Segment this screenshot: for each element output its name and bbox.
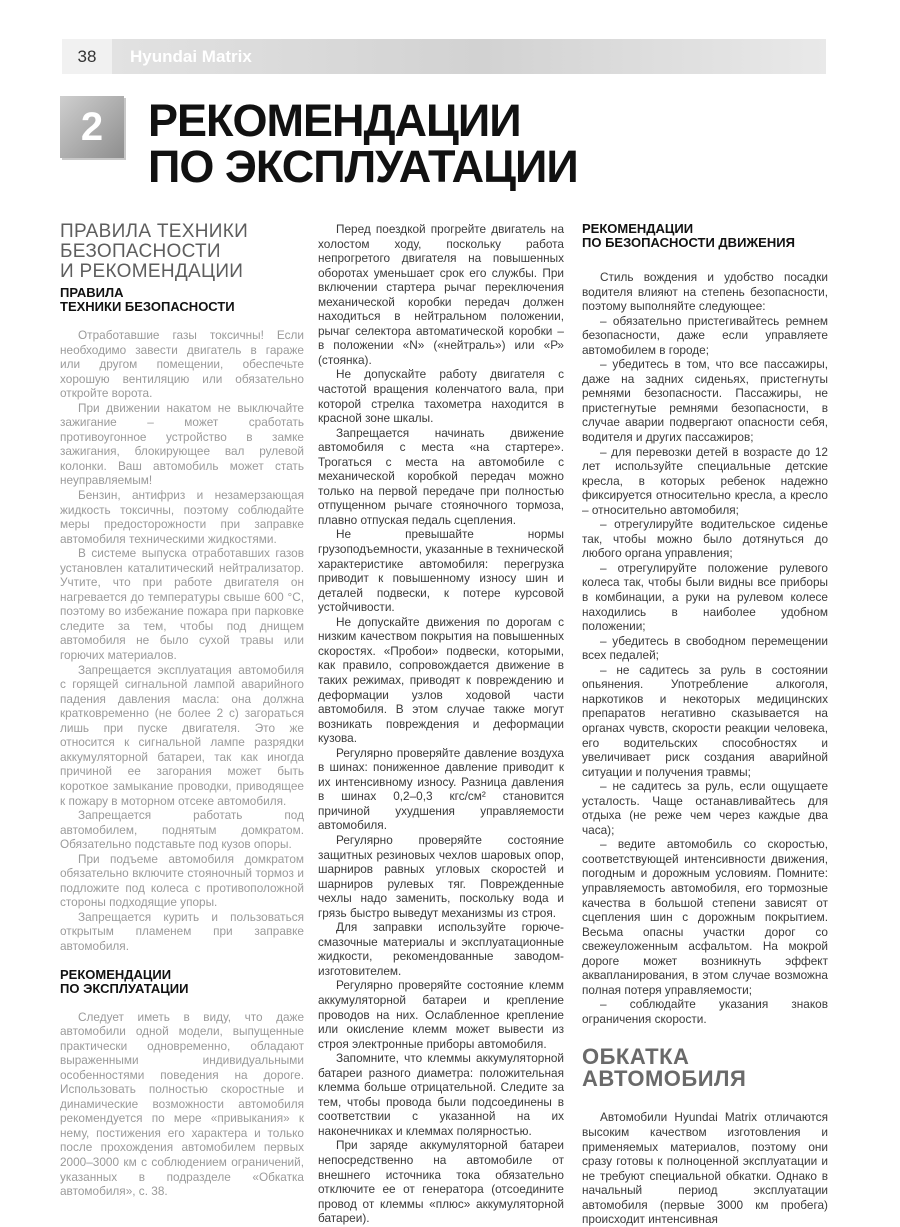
subheading-operation-recommendations: [60, 968, 304, 996]
subheading-line: РЕКОМЕНДАЦИИ: [582, 221, 694, 236]
list-item: – соблюдайте указания знаков ограничения скорости.: [582, 997, 828, 1026]
subheading-line: ПО БЕЗОПАСНОСТИ ДВИЖЕНИЯ: [582, 235, 795, 250]
section-title-line: БЕЗОПАСНОСТИ: [60, 241, 221, 262]
paragraph: Запрещается работать под автомобилем, поднятым домкратом. Обязательно подставьте под кузов опоры.: [60, 808, 304, 852]
list-item: – обязательно пристегивайтесь ремнем безопасности, даже если управляете автомобилем в городе;: [582, 313, 828, 357]
chapter-number: 2: [80, 105, 104, 149]
paragraph: При подъеме автомобиля домкратом обязательно включите стояночный тормоз и подложите под колеса с противоположной стороны подходящие упоры.: [60, 851, 304, 910]
list-item: – отрегулируйте водительское сиденье так, чтобы можно было дотянуться до любого органа управления;: [582, 517, 828, 561]
list-item: – отрегулируйте положение рулевого колеса так, чтобы были видны все приборы в комбинации, а руки на рулевом колесе находились в наиболее удобном положении;: [582, 560, 828, 634]
paragraph: При движении накатом не выключайте зажигание – может сработать противоугонное устройство в замке зажигания, блокирующее вал рулевой колонки. Ваш автомобиль может стать неуправляемым!: [60, 400, 304, 488]
paragraph: В системе выпуска отработавших газов установлен каталитический нейтрализатор. Учтите, что при работе двигателя он нагревается до температуры свыше 600 °С, поэтому во избежание пожара при парковке следите за тем, чтобы под днищем автомобиля не было сухой травы или горючих материалов.: [60, 546, 304, 663]
paragraph: Запомните, что клеммы аккумуляторной батареи разного диаметра: положительная клемма больше отрицательной. Следите за тем, чтобы провода были подсоединены в соответствии с указанной на их наконечниках и клеммах полярностью.: [318, 1051, 564, 1138]
column-3: [582, 222, 828, 1227]
section-title-line: И РЕКОМЕНДАЦИИ: [60, 261, 244, 282]
list-item: – не садитесь за руль, если ощущаете усталость. Чаще останавливайтесь для отдыха (не реже чем через каждые два часа);: [582, 779, 828, 837]
chapter-title: [148, 95, 578, 192]
paragraph: Запрещается начинать движение автомобиля с места «на стартере». Трогаться с места на автомобиле с механической коробкой передач можно только на первой передаче при полностью отпущенном рычаге стояночного тормоза, плавно отпуская педаль сцепления.: [318, 425, 564, 527]
list-item: – для перевозки детей в возрасте до 12 лет используйте специальные детские кресла, в которых ребенок надежно фиксируется относительно кресла, а кресло – относительно автомобиля;: [582, 444, 828, 517]
chapter-number-box: [60, 96, 124, 158]
paragraph: Не допускайте работу двигателя с частотой вращения коленчатого вала, при которой стрелка тахометра находится в красной зоне шкалы.: [318, 367, 564, 426]
paragraph: Перед поездкой прогрейте двигатель на холостом ходу, поскольку работа непрогретого двигателя на повышенных оборотах уменьшает срок его службы. При включении стартера рычаг переключения механической коробки передач должен находиться в нейтральном положении, рычаг селектора автоматической коробки – в положении «N» («нейтраль») или «Р» (стоянка).: [318, 222, 564, 367]
subheading-line: ПРАВИЛА: [60, 285, 124, 300]
list-item: – убедитесь в свободном перемещении всех педалей;: [582, 633, 828, 663]
paragraph: Регулярно проверяйте давление воздуха в шинах: пониженное давление приводит к их интенсивному износу. Разница давления в шинах 0,2–0,3 кгс/см² становится причиной ухудшения управляемости автомобиля.: [318, 745, 564, 833]
subheading-line: ТЕХНИКИ БЕЗОПАСНОСТИ: [60, 299, 235, 314]
paragraph: Для заправки используйте горюче-смазочные материалы и эксплуатационные жидкости, рекомендованные заводом-изготовителем.: [318, 920, 564, 978]
paragraph: Регулярно проверяйте состояние клемм аккумуляторной батареи и крепление проводов на них. Ослабленное крепление или окисление клемм может вывести из строя электронные приборы автомобиля.: [318, 978, 564, 1051]
subheading-line: РЕКОМЕНДАЦИИ: [60, 966, 172, 982]
section-title-safety: [60, 222, 304, 282]
paragraph: Не превышайте нормы грузоподъемности, указанные в технической характеристике автомобиля: перегрузка приводит к повышенному износу шин и деталей подвески, к потере курсовой устойчивости.: [318, 527, 564, 615]
section-title-line: ПРАВИЛА ТЕХНИКИ: [60, 221, 249, 242]
paragraph: При заряде аккумуляторной батареи непосредственно на автомобиле от внешнего источника тока обязательно отключите ее от генератора (отсоедините провод от клеммы «плюс» аккумуляторной батареи).: [318, 1138, 564, 1226]
chapter-title-line2: ПО ЭКСПЛУАТАЦИИ: [148, 141, 578, 192]
chapter-title-line1: РЕКОМЕНДАЦИИ: [148, 95, 521, 146]
paragraph: Запрещается курить и пользоваться открытым пламенем при заправке автомобиля.: [60, 909, 304, 953]
list-item: – ведите автомобиль со скоростью, соответствующей интенсивности движения, погодным и дорожным условиям. Помните: управляемость автомобиля, его тормозные качества в большой степени зависят от сцепления шин с дорожным покрытием. Весьма опасны участки дорог со свежеуложенным асфальтом. На мокрой дороге может возникнуть эффект аквапланирования, в этом случае возможна полная потеря управляемости;: [582, 837, 828, 997]
column-2: [318, 222, 564, 1226]
paragraph: Регулярно проверяйте состояние защитных резиновых чехлов шаровых опор, шарниров равных угловых скоростей и шарниров рулевых тяг. Поврежденные чехлы надо заменить, поскольку вода и грязь быстро выведут механизмы из строя.: [318, 832, 564, 920]
section-title-line: АВТОМОБИЛЯ: [582, 1066, 747, 1092]
section-title-break-in: [582, 1046, 828, 1090]
paragraph: Запрещается эксплуатация автомобиля с горящей сигнальной лампой аварийного падения давления масла: она должна кратковременно (не более 2 с) загораться лишь при пуске двигателя. Это же относится к сигнальной лампе разрядки аккумуляторной батареи, так как иногда причиной ее загорания может быть короткое замыкание проводки, приводящее к пожару в моторном отсеке автомобиля.: [60, 662, 304, 808]
paragraph: Автомобили Hyundai Matrix отличаются высоким качеством изготовления и применяемых материалов, поэтому они сразу готовы к полноценной эксплуатации и не требуют специальной обкатки. Однако в начальный период эксплуатации автомобиля (первые 3000 км пробега) происходит интенсивная: [582, 1110, 828, 1227]
subheading-driving-safety: [582, 222, 828, 250]
paragraph: Следует иметь в виду, что даже автомобили одной модели, выпущенные практически одновременно, обладают выраженными индивидуальными особенностями поведения на дороге. Использовать полностью скоростные и динамические возможности автомобиля рекомендуется по мере «привыкания» к нему, постижения его характера и только после прохождения автомобилем первых 2000–3000 км с соблюдением ограничений, указанных в подразделе «Обкатка автомобиля», с. 38.: [60, 1009, 304, 1199]
page-number: 38: [62, 39, 112, 74]
paragraph: Стиль вождения и удобство посадки водителя влияют на степень безопасности, поэтому выполняйте следующее:: [582, 270, 828, 314]
column-1: [60, 222, 304, 1199]
paragraph: Бензин, антифриз и незамерзающая жидкость токсичны, поэтому соблюдайте меры предосторожности при заправке автомобиля техническими жидкостями.: [60, 488, 304, 546]
subheading-line: ПО ЭКСПЛУАТАЦИИ: [60, 980, 189, 996]
subheading-safety-rules: [60, 286, 304, 314]
list-item: – не садитесь за руль в состоянии опьянения. Употребление алкоголя, наркотиков и некоторых медицинских препаратов негативно сказывается на органах чувств, скорости реакции человека, его водительских способностях и увеличивает риск создания аварийной ситуации и получения травмы;: [582, 662, 828, 779]
paragraph: Не допускайте движения по дорогам с низким качеством покрытия на повышенных скоростях. «Пробои» подвески, которыми, как правило, сопровождается движение в таких режимах, приводят к повреждению и деформации узлов ходовой части автомобиля. В этом случае также могут возникать повреждения и деформации кузова.: [318, 614, 564, 746]
book-title: Hyundai Matrix: [130, 47, 252, 66]
list-item: – убедитесь в том, что все пассажиры, даже на задних сиденьях, пристегнуты ремнями безопасности. Пассажиры, не пристегнутые ремнями безопасности, в случае аварии подвергают опасности себя, водителя и других пассажиров;: [582, 357, 828, 445]
section-title-line: ОБКАТКА: [582, 1044, 690, 1070]
paragraph: Отработавшие газы токсичны! Если необходимо завести двигатель в гараже или другом помещении, обеспечьте хорошую вентиляцию или обязательно откройте ворота.: [60, 328, 304, 401]
